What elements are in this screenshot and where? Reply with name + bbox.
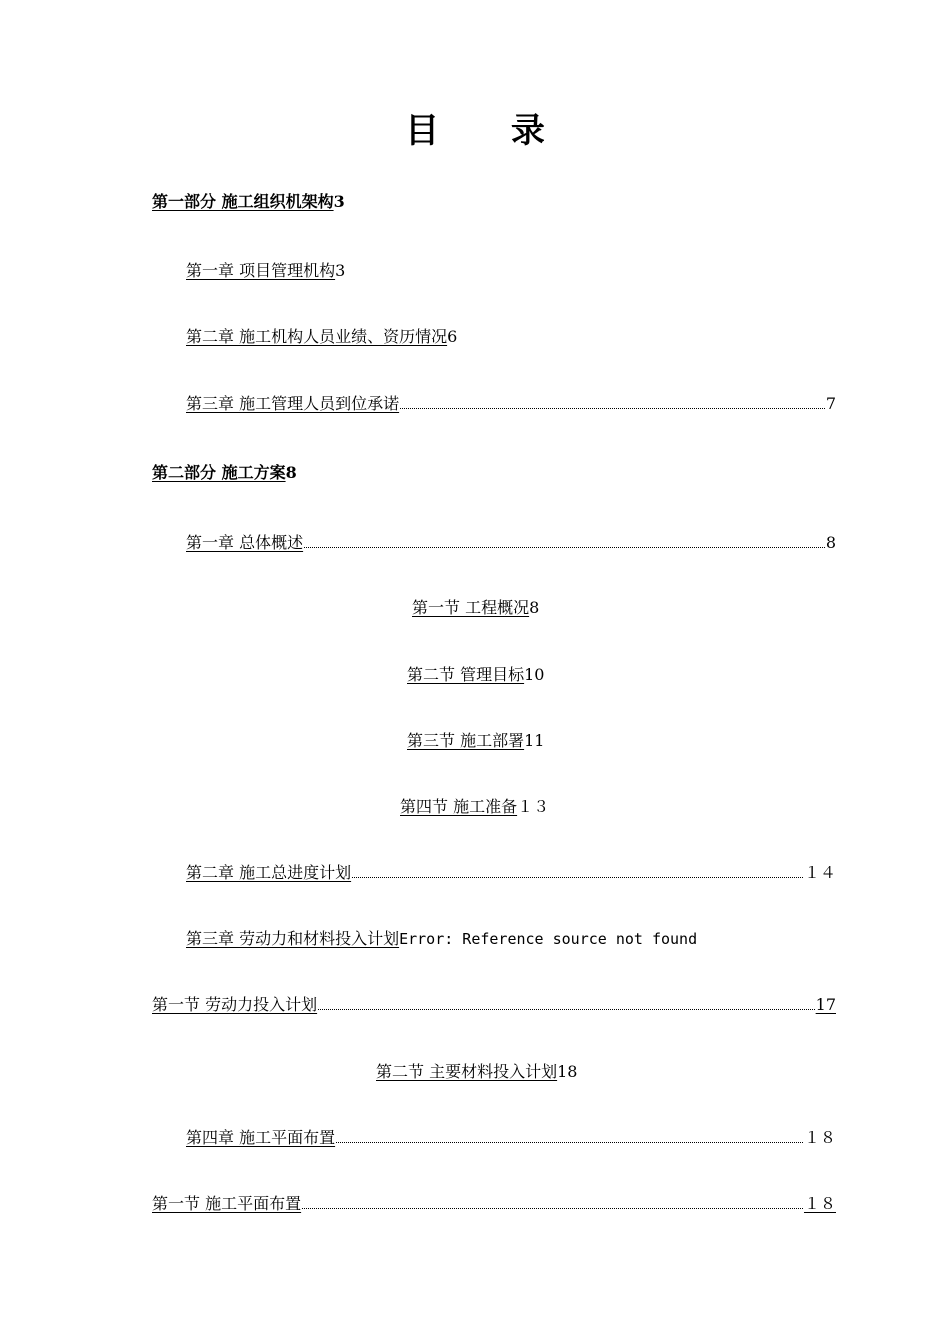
toc-entry-label: 第一章 总体概述 xyxy=(186,533,304,552)
toc-leader-dots xyxy=(304,547,825,548)
toc-entry-section-1[interactable] xyxy=(412,597,539,619)
toc-entry-page: 11 xyxy=(524,731,545,750)
toc-leader-dots xyxy=(352,877,803,878)
toc-entry-page: 18 xyxy=(557,1062,578,1081)
toc-entry-label: 第四章 施工平面布置 xyxy=(186,1128,336,1147)
toc-entry-section-labor[interactable] xyxy=(152,994,836,1016)
toc-entry-page: １３ xyxy=(517,797,550,816)
toc-entry-section-2[interactable] xyxy=(407,664,544,686)
toc-entry-page: 8 xyxy=(825,533,836,552)
toc-entry-label: 第一章 项目管理机构 xyxy=(186,261,336,280)
toc-entry-chapter-3-labor[interactable] xyxy=(186,928,697,950)
toc-entry-page: 6 xyxy=(447,327,458,346)
toc-entry-chapter-4-layout[interactable] xyxy=(186,1127,836,1149)
toc-entry-label: 第二节 管理目标 xyxy=(407,665,525,684)
toc-entry-page: 10 xyxy=(524,665,545,684)
toc-entry-label: 第三节 施工部署 xyxy=(407,731,525,750)
toc-entry-page: １４ xyxy=(803,863,836,882)
toc-entry-page: 8 xyxy=(285,463,297,482)
toc-entry-label: 第一节 施工平面布置 xyxy=(152,1194,302,1213)
toc-entry-label: 第二部分 施工方案 xyxy=(152,463,286,482)
toc-entry-section-layout[interactable] xyxy=(152,1193,836,1215)
toc-entry-chapter-2-schedule[interactable] xyxy=(186,862,836,884)
toc-entry-page: １８ xyxy=(803,1128,836,1147)
toc-entry-page: 8 xyxy=(529,598,540,617)
toc-leader-dots xyxy=(318,1009,815,1010)
toc-leader-dots xyxy=(336,1142,803,1143)
toc-entry-label: 第四节 施工准备 xyxy=(400,797,518,816)
toc-entry-page: 3 xyxy=(333,192,345,211)
toc-entry-chapter-1-overview[interactable] xyxy=(186,532,836,554)
toc-entry-part-2[interactable] xyxy=(152,462,297,484)
toc-entry-chapter-2[interactable] xyxy=(186,326,457,348)
toc-entry-label: 第一节 工程概况 xyxy=(412,598,530,617)
toc-leader-dots xyxy=(400,408,825,409)
toc-entry-page-error: Error: Reference source not found xyxy=(399,930,698,948)
toc-entry-page: 3 xyxy=(335,261,346,280)
toc-entry-page: 7 xyxy=(825,394,836,413)
toc-leader-dots xyxy=(302,1208,803,1209)
toc-entry-label: 第二章 施工总进度计划 xyxy=(186,863,352,882)
toc-entry-label: 第三章 劳动力和材料投入计划 xyxy=(186,929,400,948)
toc-entry-label: 第一部分 施工组织机架构 xyxy=(152,192,334,211)
toc-entry-label: 第三章 施工管理人员到位承诺 xyxy=(186,394,400,413)
toc-entry-label: 第二节 主要材料投入计划 xyxy=(376,1062,558,1081)
toc-entry-page: １８ xyxy=(803,1194,836,1213)
toc-entry-label: 第二章 施工机构人员业绩、资历情况 xyxy=(186,327,448,346)
toc-entry-label: 第一节 劳动力投入计划 xyxy=(152,995,318,1014)
toc-entry-section-3[interactable] xyxy=(407,730,544,752)
toc-entry-part-1[interactable] xyxy=(152,191,345,213)
toc-title: 目 录 xyxy=(405,111,575,151)
toc-entry-section-materials[interactable] xyxy=(376,1061,577,1083)
toc-entry-chapter-1[interactable] xyxy=(186,260,345,282)
toc-entry-chapter-3[interactable] xyxy=(186,393,836,415)
toc-entry-section-4[interactable] xyxy=(400,796,549,818)
toc-entry-page: 17 xyxy=(815,995,836,1014)
